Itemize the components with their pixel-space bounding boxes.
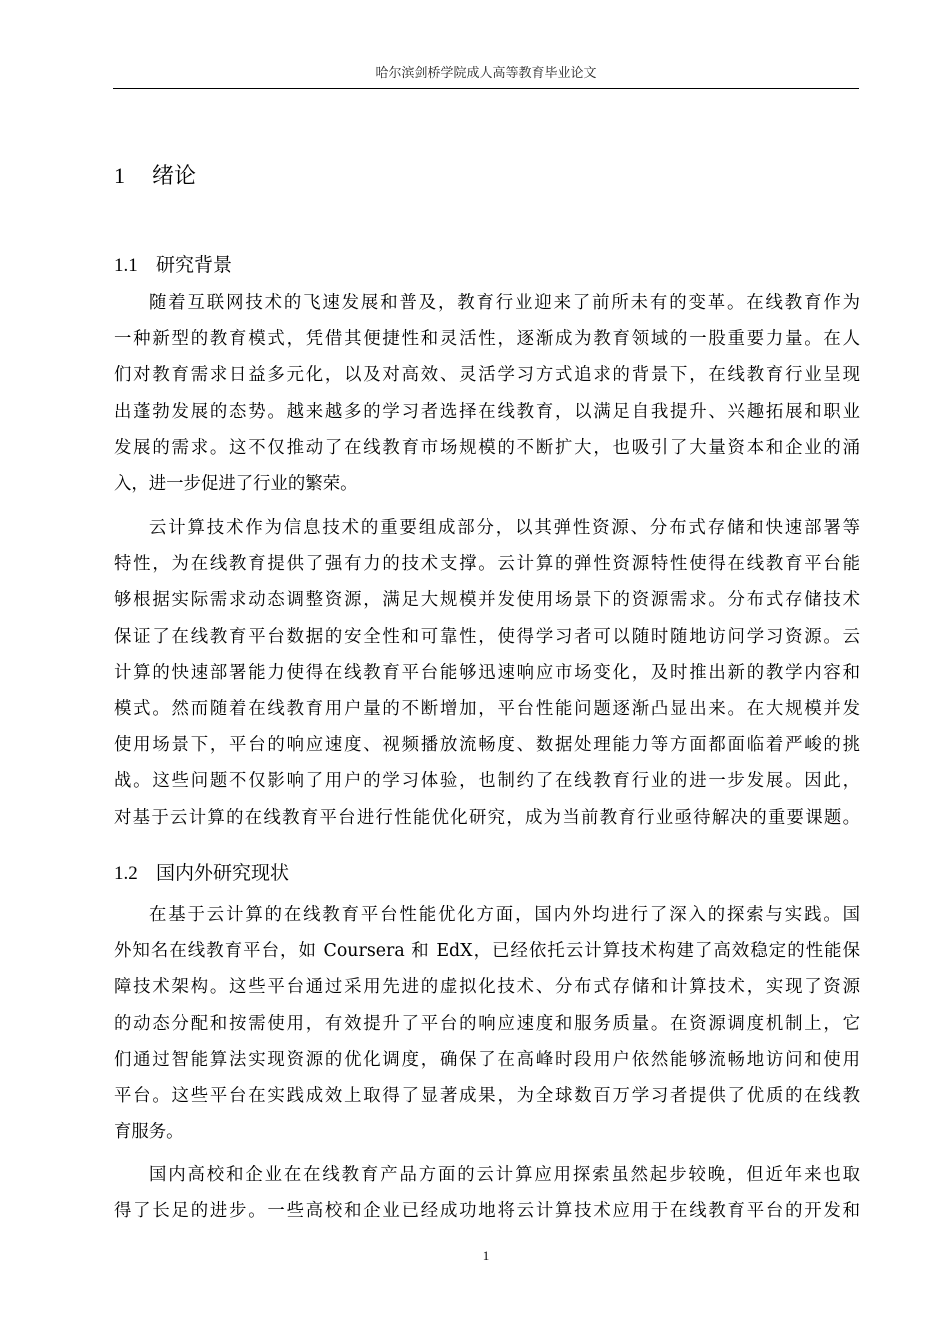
running-header: 哈尔滨剑桥学院成人高等教育毕业论文 — [375, 66, 597, 81]
section-heading-background — [114, 251, 232, 280]
header-rule — [113, 88, 859, 89]
text-line: 模式。然而随着在线教育用户量的不断增加，平台性能问题逐渐凸显出来。在大规模并发 — [114, 698, 860, 719]
text-line: 使用场景下，平台的响应速度、视频播放流畅度、数据处理能力等方面都面临着严峻的挑 — [114, 735, 860, 756]
text-line: 云计算技术作为信息技术的重要组成部分，以其弹性资源、分布式存储和快速部署等 — [149, 518, 860, 538]
paragraph — [114, 897, 860, 1150]
chapter-number: 1 — [114, 163, 125, 188]
paragraph — [114, 285, 860, 502]
text-line: 外知名在线教育平台，如 Coursera 和 EdX，已经依托云计算技术构建了高效稳定的性能保 — [114, 941, 860, 962]
text-line: 发展的需求。这不仅推动了在线教育市场规模的不断扩大，也吸引了大量资本和企业的涌 — [114, 437, 860, 458]
chapter-heading — [114, 160, 196, 193]
text-line: 入，进一步促进了行业的繁荣。 — [114, 473, 358, 494]
text-line: 计算的快速部署能力使得在线教育平台能够迅速响应市场变化，及时推出新的教学内容和 — [114, 662, 860, 683]
text-line: 一种新型的教育模式，凭借其便捷性和灵活性，逐渐成为教育领域的一股重要力量。在人 — [114, 329, 860, 350]
text-line: 育服务。 — [114, 1122, 184, 1143]
text-line: 特性，为在线教育提供了强有力的技术支撑。云计算的弹性资源特性使得在线教育平台能 — [114, 554, 860, 575]
text-line: 战。这些问题不仅影响了用户的学习体验，也制约了在线教育行业的进一步发展。因此， — [114, 771, 860, 792]
text-line: 保证了在线教育平台数据的安全性和可靠性，使得学习者可以随时随地访问学习资源。云 — [114, 626, 860, 647]
text-line: 们对教育需求日益多元化，以及对高效、灵活学习方式追求的背景下，在线教育行业呈现 — [114, 365, 860, 386]
text-line: 障技术架构。这些平台通过采用先进的虚拟化技术、分布式存储和计算技术，实现了资源 — [114, 977, 860, 998]
page-number: 1 — [482, 1248, 490, 1263]
text-line: 对基于云计算的在线教育平台进行性能优化研究，成为当前教育行业亟待解决的重要课题。 — [114, 807, 860, 828]
section-title: 研究背景 — [156, 254, 233, 276]
text-line: 随着互联网技术的飞速发展和普及，教育行业迎来了前所未有的变革。在线教育作为 — [149, 293, 860, 313]
text-line: 平台。这些平台在实践成效上取得了显著成果，为全球数百万学习者提供了优质的在线教 — [114, 1085, 860, 1106]
text-line: 的动态分配和按需使用，有效提升了平台的响应速度和服务质量。在资源调度机制上，它 — [114, 1013, 860, 1034]
text-line: 国内高校和企业在在线教育产品方面的云计算应用探索虽然起步较晚，但近年来也取 — [149, 1165, 860, 1185]
chapter-title: 绪论 — [152, 164, 197, 189]
text-line: 在基于云计算的在线教育平台性能优化方面，国内外均进行了深入的探索与实践。国 — [149, 905, 860, 925]
text-line: 够根据实际需求动态调整资源，满足大规模并发使用场景下的资源需求。分布式存储技术 — [114, 590, 860, 611]
section-heading-research-status — [114, 859, 289, 888]
paragraph — [114, 510, 860, 836]
text-line: 们通过智能算法实现资源的优化调度，确保了在高峰时段用户依然能够流畅地访问和使用 — [114, 1049, 860, 1070]
section-number: 1.2 — [114, 863, 138, 884]
text-line: 得了长足的进步。一些高校和企业已经成功地将云计算技术应用于在线教育平台的开发和 — [114, 1201, 860, 1222]
paragraph — [114, 1157, 860, 1229]
text-line: 出蓬勃发展的态势。越来越多的学习者选择在线教育，以满足自我提升、兴趣拓展和职业 — [114, 401, 860, 422]
section-number: 1.1 — [114, 255, 138, 276]
section-title: 国内外研究现状 — [156, 862, 290, 884]
